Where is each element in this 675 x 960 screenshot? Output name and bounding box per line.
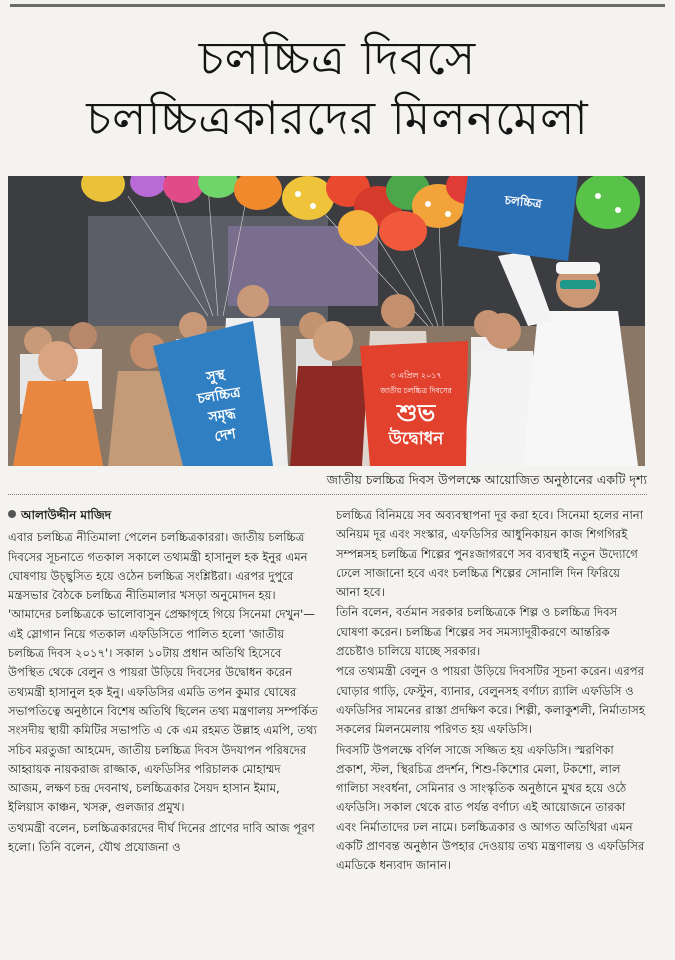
paragraph: পরে তথ্যমন্ত্রী বেলুন ও পায়রা উড়িয়ে দিবসটির সূচনা করেন। এরপর ঘোড়ার গাড়ি, ফেস্টুন, ব্যানার, বেলুনসহ বর্ণাঢ্য র‍্যালি এফডিসি ও এফডিসির সামনের রাস্তা প্রদক্ষিণ করে। শিল্পী, কলাকুশলী, নির্মাতাসহ সকলের মিলনমেলায় পরিণত হয় এফডিসি। bbox=[336, 664, 645, 737]
paragraph: তিনি বলেন, বর্তমান সরকার চলচ্চিত্রকে শিল্প ও চলচ্চিত্র দিবস ঘোষণা করেন। চলচ্চিত্র শিল্পের সব সমস্যাদূরীকরণে আন্তরিক প্রচেষ্টাও চালিয়ে যাচ্ছে সরকার। bbox=[336, 605, 618, 659]
banner-center-subtitle: জাতীয় চলচ্চিত্র দিবসের bbox=[380, 386, 452, 395]
banner-left-line: চলচ্চিত্র bbox=[196, 384, 242, 408]
headline bbox=[0, 28, 675, 148]
column-left bbox=[8, 506, 318, 858]
headline-line-2: চলচ্চিত্রকারদের মিলনমেলা bbox=[86, 91, 589, 145]
banner-left-line: সমৃদ্ধ bbox=[207, 405, 237, 426]
event-photo bbox=[8, 176, 645, 466]
paragraph: এবার চলচ্চিত্র নীতিমালা পেলেন চলচ্চিত্রকাররা। জাতীয় চলচ্চিত্র দিবসের সূচনাতে গতকাল সকালে তথ্যমন্ত্রী হাসানুল হক ইনুর এমন ঘোষণায় উচ্ছ্বসিত হয়ে ওঠেন চলচ্চিত্র সংশ্লিষ্টরা। এরপর দুপুরে মন্ত্রসভার বৈঠকে চলচ্চিত্র নীতিমালার খসড়া অনুমোদন হয়। 'আমাদের চলচ্চিত্রকে ভালোবাসুন প্রেক্ষাগৃহে গিয়ে সিনেমা দেখুন'—এই স্লোগান নিয়ে গতকাল এফডিসিতে পালিত হলো 'জাতীয় চলচ্চিত্র দিবস ২০১৭'। সকাল ১০টায় প্রধান অতিথি হিসেবে উপস্থিত থেকে বেলুন ও পায়রা উড়িয়ে দিবসের উদ্বোধন করেন তথ্যমন্ত্রী হাসানুল হক ইনু। এফডিসির এমডি তপন কুমার ঘোষের সভাপতিত্বে অনুষ্ঠানে বিশেষ অতিথি ছিলেন তথ্য মন্ত্রণালয় সম্পর্কিত সংসদীয় স্থায়ী কমিটির সভাপতি এ কে এম রহমত উল্লাহ এমপি, তথ্য সচিব মরতুজা আহমেদ, জাতীয় চলচ্চিত্র দিবস উদযাপন পরিষদের আহ্বায়ক নায়করাজ রাজ্জাক, এফডিসির পরিচালক মোহাম্মদ আজম, লক্ষণ চন্দ্র দেবনাথ, চলচ্চিত্রকার সৈয়দ হাসান ইমাম, ইলিয়াস কাঞ্চন, খসরু, গুলজার প্রমুখ। bbox=[8, 530, 318, 815]
photo-caption: জাতীয় চলচ্চিত্র দিবস উপলক্ষে আয়োজিত অনুষ্ঠানের একটি দৃশ্য bbox=[326, 472, 647, 487]
banner-top-right bbox=[458, 176, 578, 261]
byline bbox=[8, 506, 318, 525]
banner-center-text bbox=[366, 368, 466, 450]
banner-center-word: শুভ bbox=[396, 399, 436, 427]
byline-author: আলাউদ্দীন মাজিদ bbox=[21, 508, 112, 522]
headline-line-1: চলচ্চিত্র দিবসে bbox=[198, 31, 477, 85]
paragraph: চলচ্চিত্র বিনিময়ে সব অব্যবস্থাপনা দূর করা হবে। সিনেমা হলের নানা অনিয়ম দূর এবং সংস্কার, এফডিসির আধুনিকায়ন কাজ শিগগিরই সম্পন্নসহ চলচ্চিত্র শিল্পের পুনঃজাগরণে সব ব্যবস্থাই নতুন উদ্যোগে ঢেলে সাজানো হবে এবং চলচ্চিত্র শিল্পের সোনালি দিন ফিরিয়ে আনা হবে। bbox=[336, 508, 644, 600]
bullet-icon bbox=[8, 510, 16, 518]
banner-left-line: সুস্থ bbox=[205, 367, 227, 386]
dotted-divider bbox=[8, 494, 647, 495]
banner-left-text bbox=[167, 359, 273, 453]
banner-center-word: উদ্বোধন bbox=[388, 429, 444, 449]
banner-center-date: ৩ এপ্রিল ২০১৭ bbox=[390, 371, 442, 380]
paragraph: দিবসটি উপলক্ষে বর্ণিল সাজে সজ্জিত হয় এফডিসি। স্মরণিকা প্রকাশ, স্টল, স্থিরচিত্র প্রদর্শন, শিশু-কিশোর মেলা, টকশো, লাল গালিচা সংবর্ধনা, সেমিনার ও সাংস্কৃতিক অনুষ্ঠানে মুখর হয়ে ওঠে এফডিসি। সকাল থেকে রাত পর্যন্ত বর্ণাঢ্য এই আয়োজনে তারকা এবং নির্মাতাদের ঢল নামে। চলচ্চিত্রকার ও আগত অতিথিরা এমন একটি প্রাণবন্ত অনুষ্ঠান উপহার দেওয়ায় তথ্য মন্ত্রণালয় ও এফডিসির এমডিকে ধন্যবাদ জানান। bbox=[336, 742, 645, 873]
paragraph: তথ্যমন্ত্রী বলেন, চলচ্চিত্রকারদের দীর্ঘ দিনের প্রাণের দাবি আজ পূরণ হলো। তিনি বলেন, যৌথ প্রযোজনা ও bbox=[8, 820, 315, 855]
banner-left-line: দেশ bbox=[213, 426, 237, 446]
column-right bbox=[336, 506, 646, 877]
event-photo-illustration bbox=[8, 176, 645, 466]
top-rule bbox=[10, 4, 665, 7]
banner-top-right-line: চলচ্চিত্র bbox=[503, 193, 543, 211]
